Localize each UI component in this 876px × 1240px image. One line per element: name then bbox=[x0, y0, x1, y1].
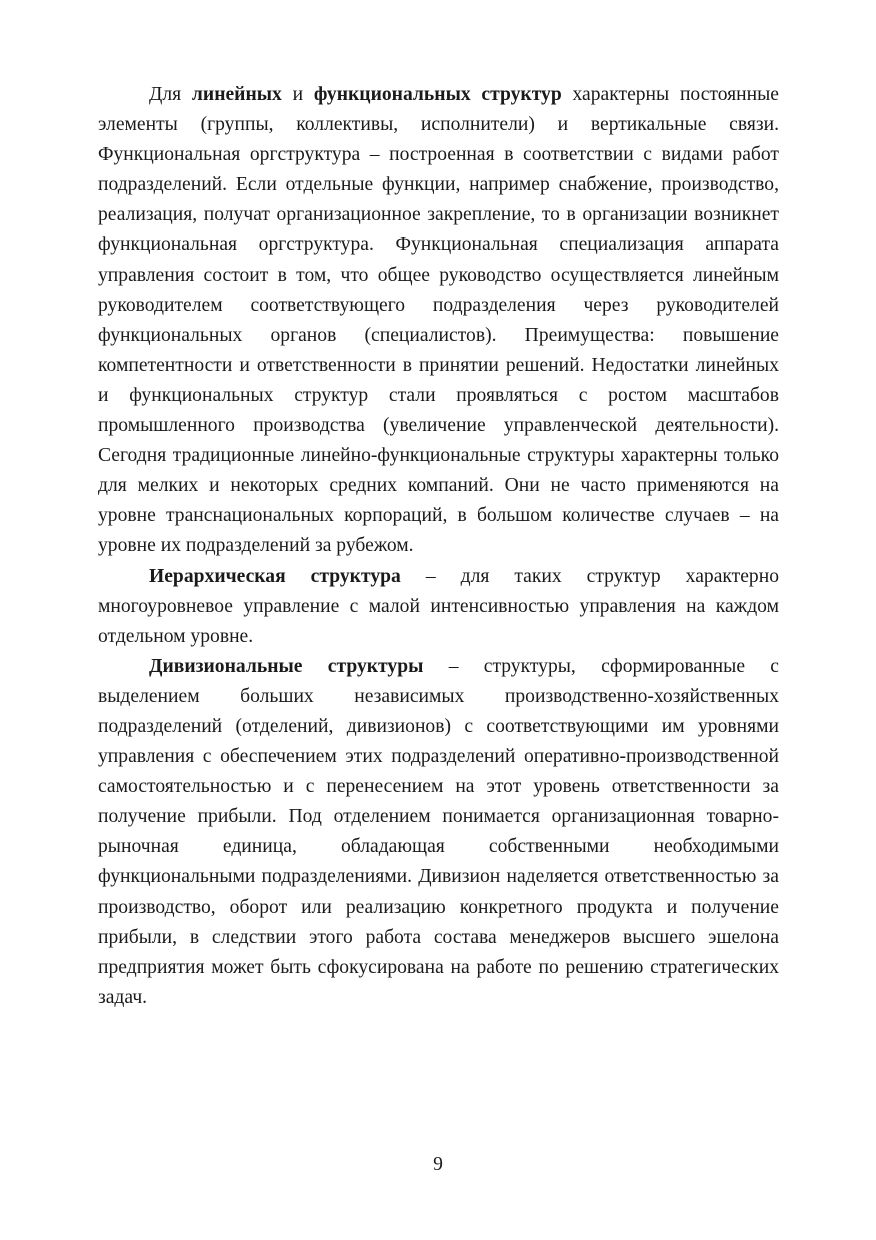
paragraph-hierarchical-structure bbox=[98, 562, 779, 652]
paragraph-linear-functional-structures bbox=[98, 80, 779, 562]
body-text bbox=[98, 80, 779, 1013]
paragraph-text: – структуры, сформированные с выделением больших независимых производственно-хозяйственных подразделений (отделений, дивизионов) с соответствующими им уровнями управления с обеспечением этих подразделений оперативно-производственной самостоятельностью и с перенесением на этот уровень ответственности за получение прибыли. Под отделением понимается организационная товарно-рыночная единица, обладающая собственными необходимыми функциональными подразделениями. Дивизион наделяется ответственностью за производство, оборот или реализацию конкретного продукта и получение прибыли, в следствии этого работа состава менеджеров высшего эшелона предприятия может быть сфокусирована на работе по решению стратегических задач. bbox=[98, 655, 779, 1008]
paragraph-text: характерны постоянные элементы (группы, коллективы, исполнители) и вертикальные связи. Функциональная оргструктура – построенная в соответствии с видами работ подразделений. Если отдельные функции, например снабжение, производство, реализация, получат организационное закрепление, то в организации возникнет функциональная оргструктура. Функциональная специализация аппарата управления состоит в том, что общее руководство осуществляется линейным руководителем соответствующего подразделения через руководителей функциональных органов (специалистов). Преимущества: повышение компетентности и ответственности в принятии решений. Недостатки линейных и функциональных структур стали проявляться с ростом масштабов промышленного производства (увеличение управленческой деятельности). Сегодня традиционные линейно-функциональные структуры характерны только для мелких и некоторых средних компаний. Они не часто применяются на уровне транснациональных корпораций, в большом количестве случаев – на уровне их подразделений за рубежом. bbox=[98, 84, 779, 557]
paragraph-text: Для bbox=[149, 84, 192, 105]
paragraph-text: и bbox=[281, 84, 314, 105]
term-functional-structures: функциональных структур bbox=[313, 84, 562, 105]
paragraph-text: – для таких структур характерно многоуровневое управление с малой интенсивностью управления на каждом отдельном уровне. bbox=[98, 565, 779, 647]
page-number: 9 bbox=[433, 1154, 443, 1175]
paragraph-divisional-structures bbox=[98, 652, 779, 1013]
term-hierarchical-structure: Иерархическая структура bbox=[149, 565, 401, 587]
term-divisional-structures: Дивизиональные структуры bbox=[149, 655, 424, 677]
term-linear: линейных bbox=[191, 84, 282, 105]
